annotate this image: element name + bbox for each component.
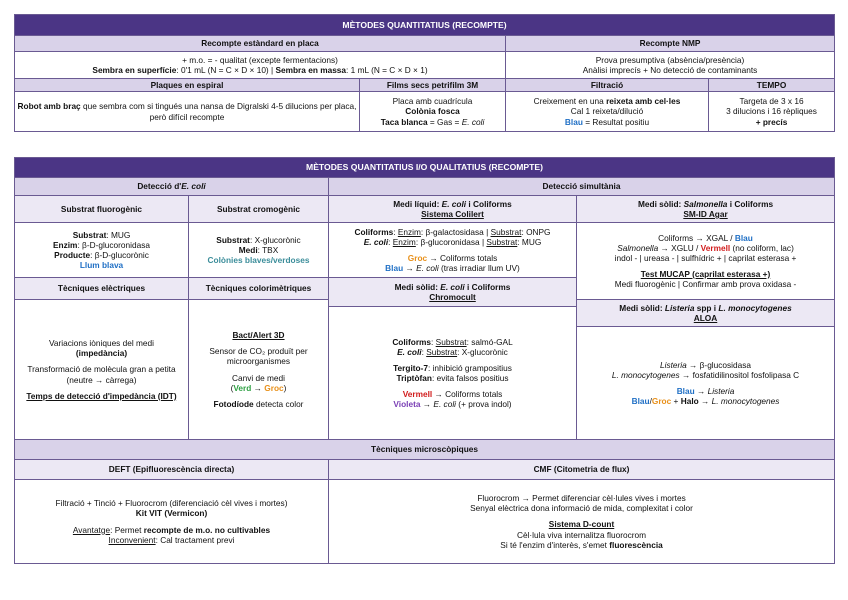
quantitative-methods-table [14,14,835,132]
fluorogenic-substrate-header: Substrat fluorogènic [15,196,189,223]
fluorogenic-substrate-cell: Substrat: MUG Enzim: β-D-glucoronidasa Producte: β-D-glucorònic Llum blava [15,223,189,278]
chromocult-header: Medi sòlid: E. coli i Coliforms Chromocult [329,278,577,307]
tempo-header: TEMPO [709,79,835,92]
aloa-cell: Listeria → β-glucosidasa L. monocytogenes → fosfatidilinositol fosfolipasa C Blau → Listeria Blau/Groc + Halo → L. monocytogenes [577,327,835,440]
spiral-plates-cell: Robot amb braç que sembra com si tingués una nansa de Digralski 4-5 dilucions per placa, però difícil recompte [15,92,360,132]
petrifilm-header: Films secs petrifilm 3M [360,79,506,92]
standard-line-2: Sembra en superfície: 0'1 mL (N = C × D × 10) | Sembra en massa: 1 mL (N = C × D × 1) [92,65,428,75]
standard-count-cell [15,52,506,79]
nmp-line-1: Prova presumptiva (absència/presència) [595,54,745,65]
electric-techniques-cell: Variacions iòniques del medi (impedància) Transformació de molècula gran a petita (neutre → càrrega) Temps de detecció d'impedància (IDT) [15,300,189,440]
filtration-cell: Creixement en una reixeta amb cel·les Cal 1 reixeta/dilució Blau = Resultat positiu [506,92,709,132]
nmp-count-header: Recompte NMP [506,36,835,52]
ecoli-detection-header: Detecció d'E. coli [15,178,329,196]
colilert-header: Medi líquid: E. coli i Coliforms Sistema Colilert [329,196,577,223]
standard-line-1: + m.o. = - qualitat (excepte fermentacions) [182,54,338,65]
simultaneous-detection-header: Detecció simultània [329,178,835,196]
chromocult-cell: Coliforms: Substrat: salmó-GAL E. coli: Substrat: X-glucorònic Tergito-7: inhibició grampositius Triptòfan: evita falsos positius Vermell → Coliforms totals Violeta → E. coli (+ prova indol) [329,307,577,440]
quantitative-qualitative-methods-table [14,157,835,564]
electric-techniques-header: Tècniques elèctriques [15,278,189,300]
colorimetric-techniques-cell: Bact/Alert 3D Sensor de CO₂ produït per microorganismes Canvi de medi (Verd → Groc) Fotodíode detecta color [189,300,329,440]
chromogenic-substrate-cell: Substrat: X-glucorònic Medi: TBX Colònies blaves/verdoses [189,223,329,278]
cmf-cell: Fluorocrom → Permet diferenciar cèl·lules vives i mortes Senyal elèctrica dona informació de mida, complexitat i color Sistema D-count Cèl·lula viva internalitza fluorocrom Si té l'enzim d'interès, s'emet fluorescència [329,480,835,564]
nmp-count-cell [506,52,835,79]
microscopic-techniques-header: Tècniques microscòpiques [15,440,835,460]
table1-title: MÈTODES QUANTITATIUS (RECOMPTE) [15,15,835,36]
colorimetric-techniques-header: Tècniques colorimètriques [189,278,329,300]
standard-count-header: Recompte estàndard en placa [15,36,506,52]
nmp-line-2: Anàlisi imprecís + No detecció de contaminants [582,65,758,75]
smid-agar-header: Medi sòlid: Salmonella i Coliforms SM-ID Agar [577,196,835,223]
spiral-plates-header: Plaques en espiral [15,79,360,92]
table2-title: MÈTODES QUANTITATIUS I/O QUALITATIUS (RECOMPTE) [15,158,835,178]
colilert-cell: Coliforms: Enzim: β-galactosidasa | Substrat: ONPG E. coli: Enzim: β-glucoronidasa | Substrat: MUG Groc → Coliforms totals Blau → E. coli (tras irradiar llum UV) [329,223,577,278]
aloa-header: Medi sòlid: Listeria spp i L. monocytogenes ALOA [577,300,835,327]
petrifilm-cell: Placa amb cuadrícula Colònia fosca Taca blanca = Gas = E. coli [360,92,506,132]
tempo-cell: Targeta de 3 x 16 3 dilucions i 16 rèpliques + precís [709,92,835,132]
smid-agar-cell: Coliforms → XGAL / Blau Salmonella → XGLU / Vermell (no coliform, lac) indol - | ureasa - | sulfhídric + | caprilat esterasa + Test MUCAP (caprilat esterasa +) Medi fluorogènic | Confirmar amb prova oxidasa - [577,223,835,300]
deft-cell: Filtració + Tinció + Fluorocrom (diferenciació cèl vives i mortes) Kit VIT (Vermicon) Avantatge: Permet recompte de m.o. no cultivables Inconvenient: Cal tractament previ [15,480,329,564]
filtration-header: Filtració [506,79,709,92]
deft-header: DEFT (Epifluorescència directa) [15,460,329,480]
cmf-header: CMF (Citometria de flux) [329,460,835,480]
chromogenic-substrate-header: Substrat cromogènic [189,196,329,223]
